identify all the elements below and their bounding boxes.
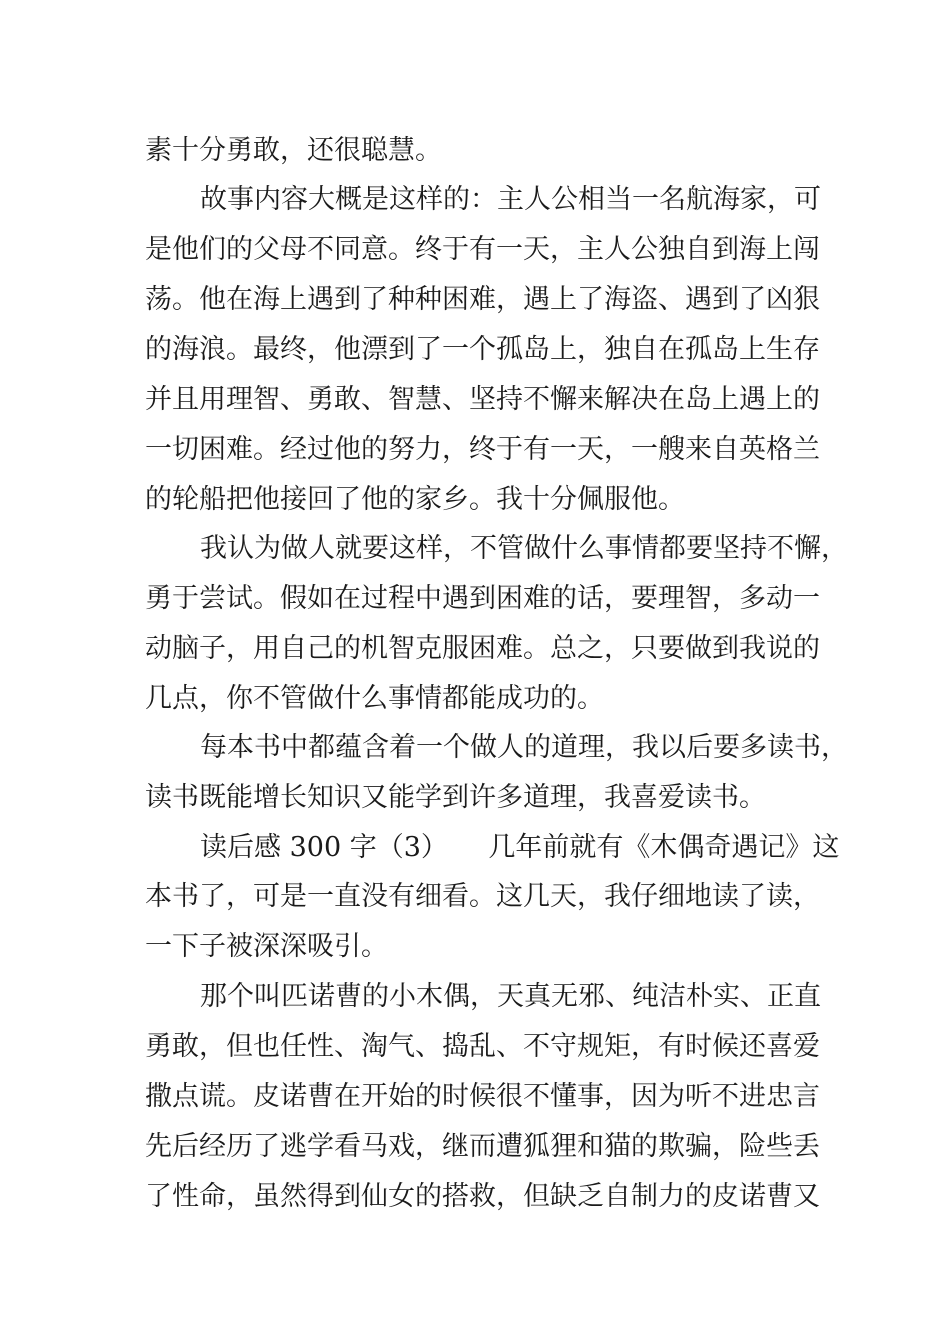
text-line: 几点，你不管做什么事情都能成功的。 (145, 683, 604, 714)
text-line: 一下子被深深吸引。 (145, 931, 388, 962)
text-line: 故事内容大概是这样的：主人公相当一名航海家，可 (200, 184, 821, 215)
text-line: 那个叫匹诺曹的小木偶，天真无邪、纯洁朴实、正直 (200, 981, 821, 1012)
text-line: 我认为做人就要这样，不管做什么事情都要坚持不懈， (200, 533, 848, 564)
text-line: 本书了，可是一直没有细看。这几天，我仔细地读了读， (145, 881, 820, 912)
text-line: 撒点谎。皮诺曹在开始的时候很不懂事，因为听不进忠言 (145, 1081, 820, 1112)
text-line: 荡。他在海上遇到了种种困难，遇上了海盗、遇到了凶狠 (145, 284, 820, 315)
text-line: 的轮船把他接回了他的家乡。我十分佩服他。 (145, 484, 685, 515)
text-line: 读后感 300 字（3） 几年前就有《木偶奇遇记》这 (200, 832, 840, 863)
text-line: 每本书中都蕴含着一个做人的道理，我以后要多读书， (200, 732, 848, 763)
text-line: 读书既能增长知识又能学到许多道理，我喜爱读书。 (145, 782, 766, 813)
text-line: 一切困难。经过他的努力，终于有一天，一艘来自英格兰 (145, 434, 820, 465)
text-line: 并且用理智、勇敢、智慧、坚持不懈来解决在岛上遇上的 (145, 384, 820, 415)
text-line: 勇敢，但也任性、淘气、捣乱、不守规矩，有时候还喜爱 (145, 1031, 820, 1062)
text-line: 的海浪。最终，他漂到了一个孤岛上，独自在孤岛上生存 (145, 334, 820, 365)
text-line: 动脑子，用自己的机智克服困难。总之，只要做到我说的 (145, 633, 820, 664)
text-line: 是他们的父母不同意。终于有一天，主人公独自到海上闯 (145, 234, 820, 265)
text-line: 先后经历了逃学看马戏，继而遭狐狸和猫的欺骗，险些丢 (145, 1131, 820, 1162)
text-line: 了性命，虽然得到仙女的搭救，但缺乏自制力的皮诺曹又 (145, 1181, 820, 1212)
text-line: 勇于尝试。假如在过程中遇到困难的话，要理智，多动一 (145, 583, 820, 614)
text-line: 素十分勇敢，还很聪慧。 (145, 135, 442, 166)
